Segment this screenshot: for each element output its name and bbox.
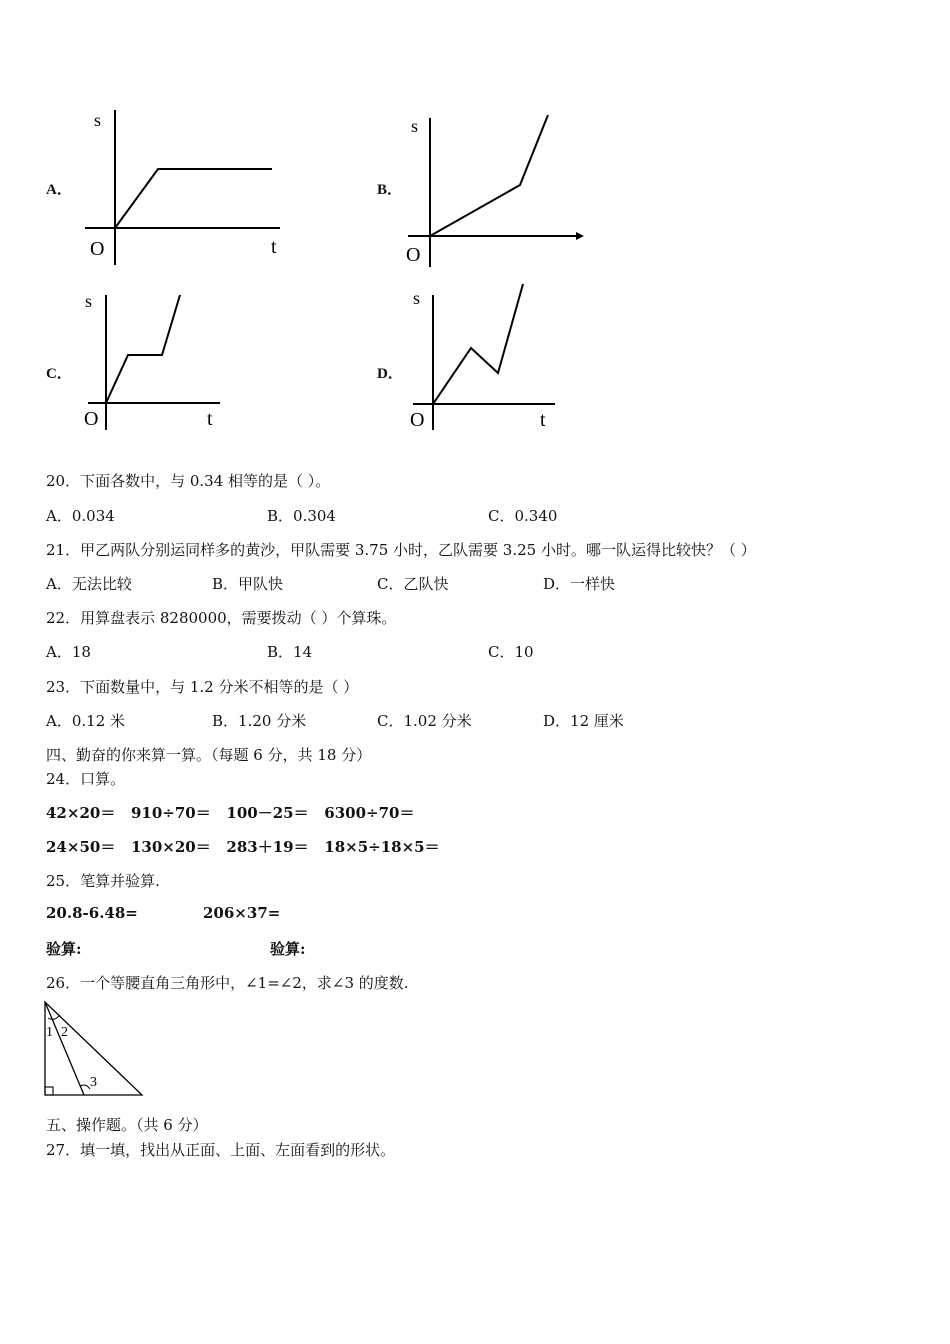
q21-option-a: A．无法比较	[46, 575, 132, 593]
q25-stem: 25．笔算并验算.	[46, 872, 160, 890]
graph-d	[405, 280, 570, 435]
angle-2-label: 2	[61, 1025, 68, 1040]
q25-check-2: 验算:	[270, 940, 306, 958]
graph-c-t-label: t	[207, 408, 213, 430]
q21-stem: 21．甲乙两队分别运同样多的黄沙，甲队需要 3.75 小时，乙队需要 3.25 小时。哪一队运得比较快？（ ）	[46, 541, 756, 559]
q25-expression-1: 20.8-6.48=	[46, 904, 138, 922]
angle-arc-top	[48, 1015, 60, 1019]
graph-c	[80, 285, 240, 435]
q23-option-c: C．1.02 分米	[377, 712, 472, 730]
graph-a-origin-label: O	[90, 238, 105, 260]
graph-a-label: A．	[46, 182, 72, 198]
q23-option-b: B．1.20 分米	[212, 712, 307, 730]
graph-c-line	[106, 295, 180, 403]
q23-stem: 23．下面数量中，与 1.2 分米不相等的是（ ）	[46, 678, 359, 696]
graph-c-origin-label: O	[84, 408, 99, 430]
angle-1-label: 1	[46, 1025, 53, 1040]
q24-stem: 24．口算。	[46, 770, 126, 788]
section-4-heading: 四、勤奋的你来算一算。（每题 6 分，共 18 分）	[46, 746, 372, 764]
q22-option-b: B．14	[267, 643, 313, 661]
graph-d-t-label: t	[540, 409, 546, 431]
q23-option-d: D．12 厘米	[543, 712, 624, 730]
graph-b-x-arrow	[576, 232, 584, 240]
graph-d-label: D．	[377, 366, 403, 382]
graph-d-line	[433, 284, 523, 404]
graph-b-origin-label: O	[406, 244, 421, 266]
graph-c-s-label: s	[85, 291, 93, 311]
triangle-inner-line	[45, 1002, 84, 1095]
q26-stem: 26．一个等腰直角三角形中，∠1=∠2，求∠3 的度数.	[46, 974, 409, 992]
graph-d-s-label: s	[413, 288, 421, 308]
graph-a-t-label: t	[271, 236, 277, 258]
graph-b-label: B．	[377, 182, 403, 198]
q25-check-1: 验算:	[46, 940, 82, 958]
graph-b-line	[430, 115, 548, 236]
q21-option-b: B．甲队快	[212, 575, 284, 593]
q27-stem: 27．填一填，找出从正面、上面、左面看到的形状。	[46, 1141, 396, 1159]
q25-expression-2: 206×37=	[203, 904, 281, 922]
graph-a-line	[115, 169, 272, 228]
q21-option-c: C．乙队快	[377, 575, 449, 593]
graph-a-s-label: s	[94, 110, 102, 130]
q20-option-b: B．0.304	[267, 507, 336, 525]
q20-option-c: C．0.340	[488, 507, 558, 525]
q21-option-d: D．一样快	[543, 575, 616, 593]
graph-a	[80, 100, 290, 270]
angle-3-label: 3	[90, 1075, 97, 1090]
q20-option-a: A．0.034	[46, 507, 115, 525]
graph-b	[400, 110, 585, 270]
section-5-heading: 五、操作题。（共 6 分）	[46, 1116, 208, 1134]
q24-row-2: 24×50＝ 130×20＝ 283＋19＝ 18×5÷18×5＝	[46, 838, 440, 856]
q26-triangle-figure	[40, 998, 150, 1102]
graph-b-s-label: s	[411, 116, 419, 136]
q24-row-1: 42×20＝ 910÷70＝ 100－25＝ 6300÷70＝	[46, 804, 415, 822]
q22-option-a: A．18	[46, 643, 91, 661]
graph-d-origin-label: O	[410, 409, 425, 431]
q23-option-a: A．0.12 米	[46, 712, 125, 730]
q20-stem: 20．下面各数中，与 0.34 相等的是（ ）。	[46, 472, 331, 490]
graph-c-label: C．	[46, 366, 72, 382]
q22-stem: 22．用算盘表示 8280000，需要拨动（ ）个算珠。	[46, 609, 397, 627]
q22-option-c: C．10	[488, 643, 534, 661]
right-angle-mark	[45, 1087, 53, 1095]
